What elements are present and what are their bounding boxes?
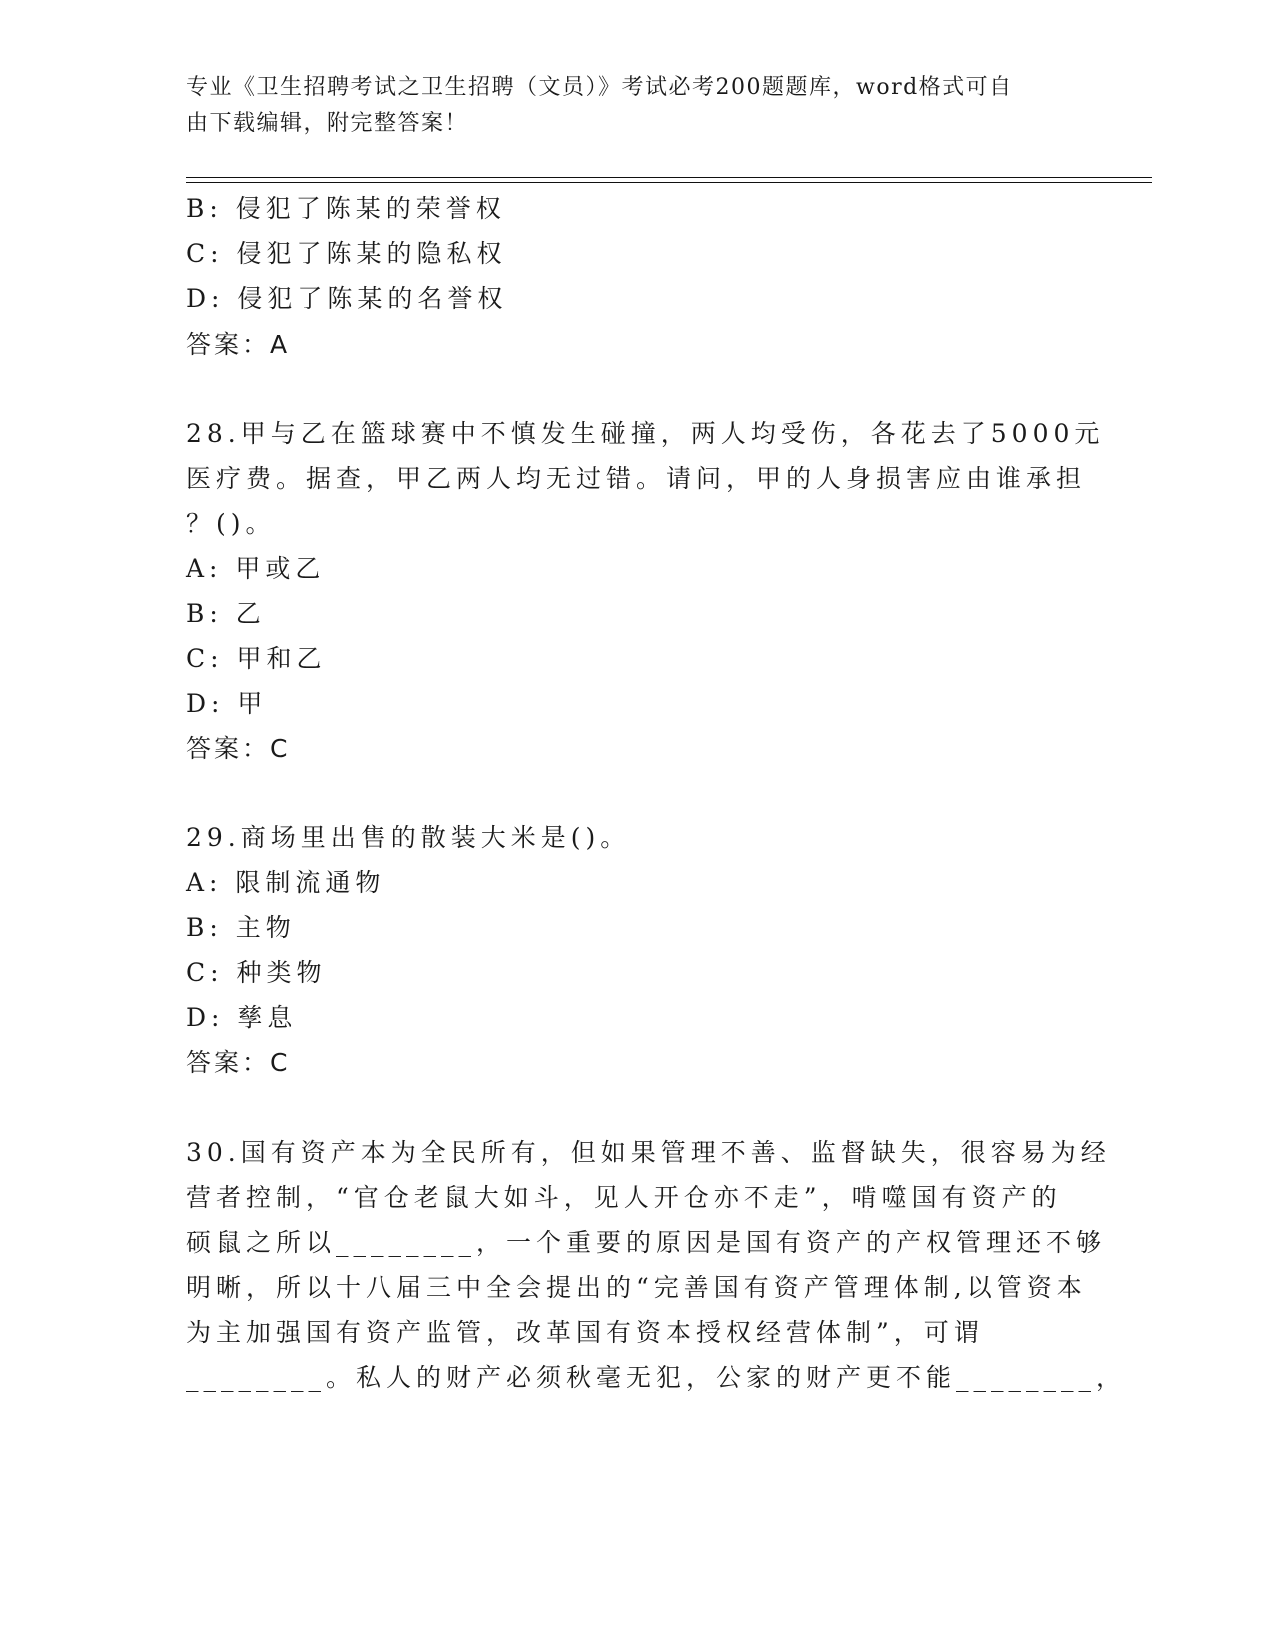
q28-answer: 答案：C [186, 734, 291, 763]
q28-stem-line-3: ？()。 [186, 509, 276, 538]
q29-option-d: D: 孳息 [186, 1003, 298, 1032]
q30-stem-line-3: 硕鼠之所以________，一个重要的原因是国有资产的产权管理还不够 [186, 1228, 1107, 1257]
q30-stem-line-2: 营者控制，“官仓老鼠大如斗，见人开仓亦不走”，啃噬国有资产的 [186, 1183, 1062, 1212]
q28-stem-line-1: 28.甲与乙在篮球赛中不慎发生碰撞，两人均受伤，各花去了5000元 [186, 419, 1105, 448]
header-line-2: 由下载编辑，附完整答案！ [186, 111, 469, 136]
q27-option-d: D: 侵犯了陈某的名誉权 [186, 284, 508, 313]
q30-stem-line-1: 30.国有资产本为全民所有，但如果管理不善、监督缺失，很容易为经 [186, 1138, 1111, 1167]
q29-option-b: B: 主物 [186, 913, 296, 942]
q28-option-c: C: 甲和乙 [186, 644, 327, 673]
q27-option-b: B: 侵犯了陈某的荣誉权 [186, 194, 506, 223]
header-divider-top [186, 177, 1152, 178]
q27-option-c: C: 侵犯了陈某的隐私权 [186, 239, 507, 268]
q28-stem-line-2: 医疗费。据查，甲乙两人均无过错。请问，甲的人身损害应由谁承担 [186, 464, 1087, 493]
q29-stem-line-1: 29.商场里出售的散装大米是()。 [186, 823, 631, 852]
q29-option-a: A: 限制流通物 [186, 868, 386, 897]
header-line-1: 专业《卫生招聘考试之卫生招聘（文员）》考试必考200题题库，word格式可自 [186, 75, 1013, 100]
q27-answer: 答案：A [186, 330, 291, 359]
document-header [186, 70, 1066, 142]
header-divider-bottom [186, 182, 1152, 183]
q30-stem-line-5: 为主加强国有资产监管，改革国有资本授权经营体制”，可谓 [186, 1318, 984, 1347]
q28-option-a: A: 甲或乙 [186, 554, 326, 583]
q29-answer: 答案：C [186, 1048, 291, 1077]
q28-option-b: B: 乙 [186, 599, 266, 628]
q29-option-c: C: 种类物 [186, 958, 327, 987]
q28-option-d: D: 甲 [186, 689, 268, 718]
q30-stem-line-6: ________。私人的财产必须秋毫无犯，公家的财产更不能________， [186, 1363, 1127, 1392]
q30-stem-line-4: 明晰，所以十八届三中全会提出的“完善国有资产管理体制,以管资本 [186, 1273, 1087, 1302]
